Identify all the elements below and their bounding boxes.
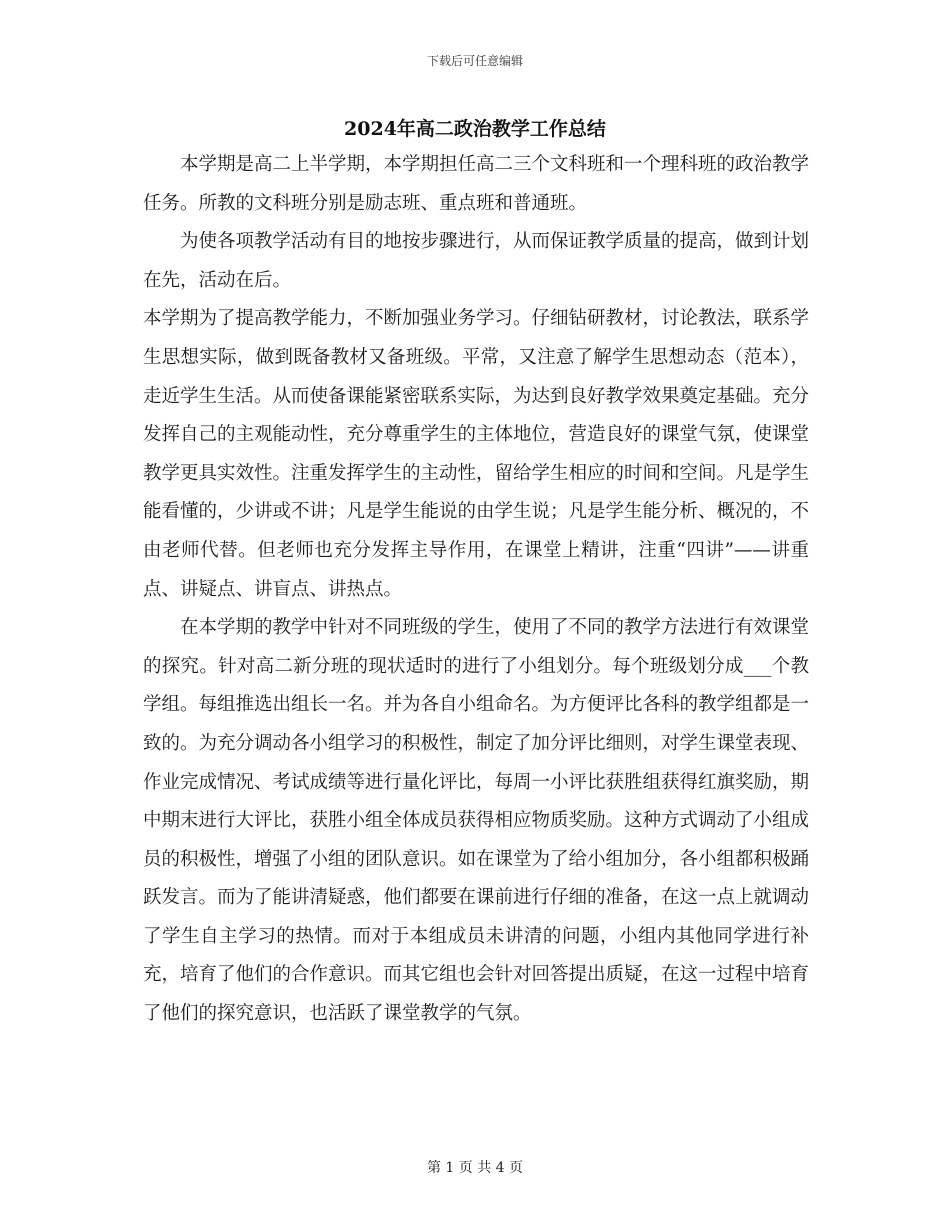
page-footer-number: 第 1 页 共 4 页	[426, 1160, 524, 1176]
document-title: 2024年高二政治教学工作总结	[344, 118, 606, 140]
paragraph-4: 在本学期的教学中针对不同班级的学生，使用了不同的教学方法进行有效课堂的探究。针对高二新分班的现状适时的进行了小组划分。每个班级划分成___个教学组。每组推选出组长一名。并为各自小组命名。为方便评比各科的教学组都是一致的。为充分调动各小组学习的积极性，制定了加分评比细则，对学生课堂表现、作业完成情况、考试成绩等进行量化评比，每周一小评比获胜组获得红旗奖励，期中期末进行大评比，获胜小组全体成员获得相应物质奖励。这种方式调动了小组成员的积极性，增强了小组的团队意识。如在课堂为了给小组加分，各小组都积极踊跃发言。而为了能讲清疑惑，他们都要在课前进行仔细的准备，在这一点上就调动了学生自主学习的热情。而对于本组成员未讲清的问题，小组内其他同学进行补充，培育了他们的合作意识。而其它组也会针对回答提出质疑，在这一过程中培育了他们的探究意识，也活跃了课堂教学的气氛。	[143, 617, 810, 1025]
page-header-note: 下载后可任意编辑	[426, 54, 523, 68]
paragraph-3: 本学期为了提高教学能力，不断加强业务学习。仔细钻研教材，讨论教法，联系学生思想实际，做到既备教材又备班级。平常，又注意了解学生思想动态（范本），走近学生生活。从而使备课能紧密联系实际，为达到良好教学效果奠定基础。充分发挥自己的主观能动性，充分尊重学生的主体地位，营造良好的课堂气氛，使课堂教学更具实效性。注重发挥学生的主动性，留给学生相应的时间和空间。凡是学生能看懂的，少讲或不讲；凡是学生能说的由学生说；凡是学生能分析、概况的，不由老师代替。但老师也充分发挥主导作用，在课堂上精讲，注重“四讲”——讲重点、讲疑点、讲盲点、讲热点。	[143, 308, 810, 600]
paragraph-2: 为使各项教学活动有目的地按步骤进行，从而保证教学质量的提高，做到计划在先，活动在后。	[143, 231, 810, 291]
paragraph-1: 本学期是高二上半学期，本学期担任高二三个文科班和一个理科班的政治教学任务。所教的文科班分别是励志班、重点班和普通班。	[143, 154, 810, 214]
document-body	[143, 146, 809, 1034]
